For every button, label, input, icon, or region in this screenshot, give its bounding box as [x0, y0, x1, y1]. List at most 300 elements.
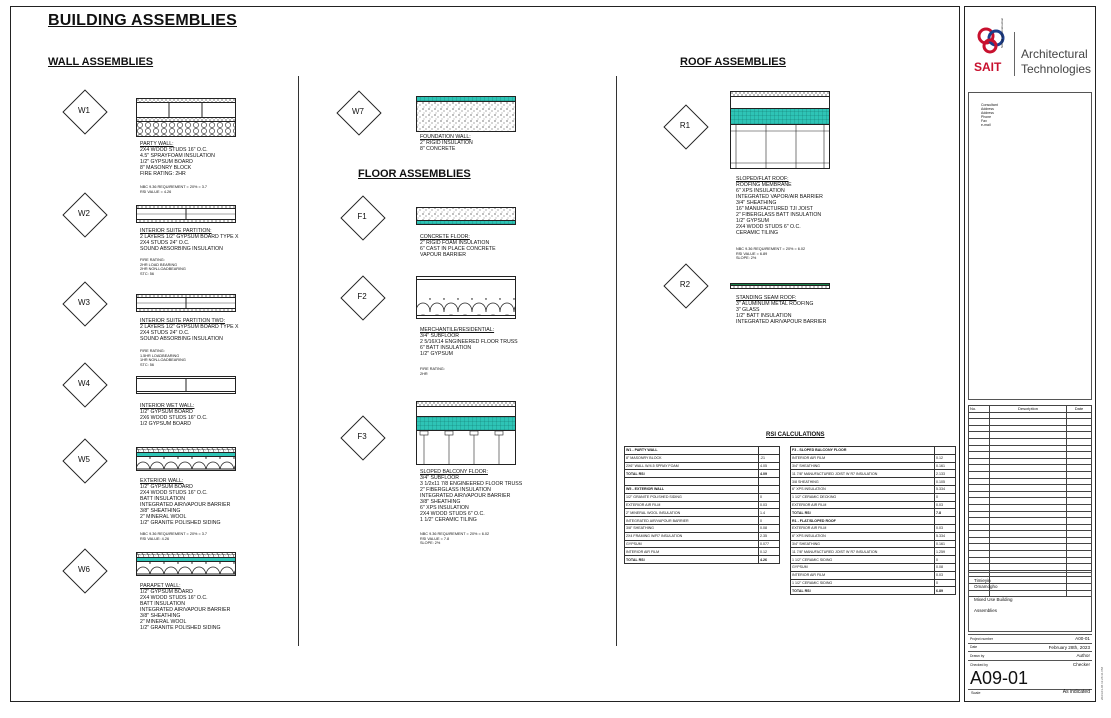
- w1-section-drawing: [136, 98, 236, 138]
- f2-description: [420, 327, 518, 357]
- project-info-value: February 28th, 2023: [1048, 644, 1090, 650]
- w3-tag-label: W3: [78, 298, 90, 307]
- revision-row: [969, 412, 1092, 419]
- rsi-left-value: 4.05: [759, 462, 780, 470]
- w5-notes: NBC 9.36 REQUIREMENT = 20% = 3.7 RSI VALUE: 4.26: [140, 532, 208, 541]
- revision-row: [969, 471, 1092, 478]
- rsi-right-value: 0.03: [935, 501, 956, 509]
- r1-section-drawing: [730, 91, 830, 171]
- print-timestamp: 2024-01-06 11:26:31 PM: [1100, 667, 1104, 700]
- rsi-left-value: 0.03: [759, 501, 780, 509]
- revision-cell: [1067, 537, 1092, 544]
- rsi-right-component: 3/8 SHEATHING: [791, 478, 935, 486]
- rsi-left-row: [625, 493, 780, 501]
- rsi-right-component: 1 1/2" CERAMIC SIDING: [791, 579, 935, 587]
- revision-cell: [1067, 452, 1092, 459]
- rsi-left-value: [759, 485, 780, 493]
- revision-cell: [969, 564, 990, 571]
- r2-section-drawing: [730, 283, 830, 289]
- revision-cell: [969, 537, 990, 544]
- rsi-left-row: [625, 524, 780, 532]
- revision-cell: [969, 425, 990, 432]
- rsi-right-row: [791, 540, 956, 548]
- rsi-right-component: INTERIOR AIR FILM: [791, 454, 935, 462]
- rsi-right-value: 0.105: [935, 478, 956, 486]
- f3-section-drawing: [416, 401, 516, 467]
- rsi-left-value: 0.077: [759, 540, 780, 548]
- w7-lines: 2" RIGID INSULATION 8" CONCRETE: [420, 140, 473, 152]
- rsi-right-row: [791, 548, 956, 556]
- project-info-row: [968, 643, 1092, 652]
- f3-tag-label: F3: [357, 432, 367, 441]
- revision-cell: [1067, 531, 1092, 538]
- revision-cell: [990, 458, 1067, 465]
- rsi-right-value: 0: [935, 556, 956, 564]
- project-info-key: Date: [970, 645, 978, 650]
- rsi-left-component: INTERIOR AIR FILM: [625, 548, 759, 556]
- revision-row: [969, 432, 1092, 439]
- rsi-left-component: 2X6" WALL W/4.5 SPRAY FOAM: [625, 462, 759, 470]
- rsi-left-row: [625, 540, 780, 548]
- revision-cell: [990, 564, 1067, 571]
- sait-logo-sub: School of Construction: [1000, 17, 1004, 48]
- revision-cell: [1067, 478, 1092, 485]
- revision-row: [969, 504, 1092, 511]
- w2-lines: 2 LAYERS 1/2" GYPSUM BOARD TYPE X 2X4 STUDS 24" O.C. SOUND ABSORBING INSULATION: [140, 234, 239, 252]
- page-title: BUILDING ASSEMBLIES: [48, 12, 237, 29]
- rsi-right-value: 0.161: [935, 540, 956, 548]
- revision-cell: [1067, 485, 1092, 492]
- rsi-right-component: 1 1/2" CERAMIC SIDING: [791, 556, 935, 564]
- revision-cell: [969, 557, 990, 564]
- revision-cell: [1067, 465, 1092, 472]
- w7-title: FOUNDATION WALL:: [420, 134, 471, 140]
- revision-row: [969, 498, 1092, 505]
- sait-logo-text: SAIT: [974, 60, 1002, 74]
- revision-cell: [1067, 544, 1092, 551]
- revision-cell: [990, 412, 1067, 419]
- revision-row: [969, 551, 1092, 558]
- rsi-left-row: [625, 501, 780, 509]
- revision-cell: [969, 445, 990, 452]
- wall-assemblies-heading: WALL ASSEMBLIES: [48, 56, 154, 68]
- w1-lines: 2X4 WOOD STUDS 16" O.C. 4.5" SPRAYFOAM INSULATION 1/2" GYPSUM BOARD 8" MASONRY BLOCK FIRE RATING: 2HR: [140, 147, 215, 177]
- revision-cell: [1067, 564, 1092, 571]
- logo-divider: [1014, 32, 1015, 76]
- rsi-right-component: 3/4" SHEATHING: [791, 462, 935, 470]
- project-info-row: [968, 651, 1092, 660]
- w5-title: EXTERIOR WALL:: [140, 478, 184, 484]
- revision-cell: [1067, 551, 1092, 558]
- rsi-left-component: 1/2" GRANITE POLISHED SIDING: [625, 493, 759, 501]
- rsi-left-component: EXTERIOR AIR FILM: [625, 501, 759, 509]
- w4-tag-label: W4: [78, 379, 90, 388]
- revision-cell: [990, 425, 1067, 432]
- rsi-left-value: 0.08: [759, 524, 780, 532]
- revision-cell: [1067, 518, 1092, 525]
- revision-cell: [1067, 419, 1092, 426]
- rsi-right-row: [791, 454, 956, 462]
- f3-lines: 3/4" SUBFLOOR 3 1/2x11 7/8 ENGINEERED FLOOR TRUSS 2" FIBERGLASS INSULATION INTEGRATED AIR/VAPOUR BARRIER 3/8" SHEATHING 6" XPS INSULATION 2X4 WOOD STUDS 6" O.C. 1 1/2" CERAMIC TILING: [420, 475, 523, 523]
- revision-row: [969, 511, 1092, 518]
- revision-cell: [969, 504, 990, 511]
- w4-description: [140, 403, 208, 427]
- revision-cell: [969, 478, 990, 485]
- r2-description: [736, 295, 826, 325]
- rev-header-date: Date: [1067, 406, 1092, 413]
- project-info-key: Checked by: [970, 662, 988, 667]
- scale-value: As indicated: [1062, 689, 1090, 695]
- revision-cell: [1067, 438, 1092, 445]
- revision-cell: [990, 504, 1067, 511]
- w1-description: [140, 141, 215, 177]
- rsi-left-row: [625, 532, 780, 540]
- revision-cell: [1067, 557, 1092, 564]
- f3-notes: NBC 9.36 REQUIREMENT = 20% = 6.02 RSI VALUE = 7.8 SLOPE: 2%: [420, 532, 490, 545]
- rsi-right-component: F3 - SLOPED BALCONY FLOOR: [791, 447, 935, 455]
- rsi-left-value: [759, 478, 780, 486]
- w3-lines: 2 LAYERS 1/2" GYPSUM BOARD TYPE X 2X4 STUDS 24" O.C. SOUND ABSORBING INSULATION: [140, 324, 239, 342]
- rsi-left-value: [759, 447, 780, 455]
- revision-row: [969, 478, 1092, 485]
- revision-cell: [969, 458, 990, 465]
- w5-description: [140, 478, 230, 526]
- rsi-left-component: INTEGRATED AIR/VAPOUR BARRIER: [625, 517, 759, 525]
- revision-row: [969, 537, 1092, 544]
- revision-cell: [990, 498, 1067, 505]
- revision-cell: [990, 419, 1067, 426]
- revision-cell: [969, 438, 990, 445]
- revision-cell: [990, 485, 1067, 492]
- rsi-left-component: GYPSUM: [625, 540, 759, 548]
- rsi-table-right: [790, 446, 956, 595]
- w1-title: PARTY WALL:: [140, 141, 174, 147]
- project-info-key: Project number: [970, 636, 993, 641]
- w2-tag-label: W2: [78, 209, 90, 218]
- rsi-right-component: EXTERIOR AIR FILM: [791, 501, 935, 509]
- rsi-right-value: 0.03: [935, 571, 956, 579]
- w6-tag-label: W6: [78, 565, 90, 574]
- rsi-left-value: 0.12: [759, 548, 780, 556]
- rsi-right-row: [791, 556, 956, 564]
- revision-row: [969, 531, 1092, 538]
- w3-section-drawing: [136, 294, 236, 312]
- f1-description: [420, 234, 496, 258]
- revision-cell: [969, 518, 990, 525]
- revision-row: [969, 485, 1092, 492]
- rsi-left-value: 2.35: [759, 532, 780, 540]
- r1-title: SLOPED/FLAT ROOF:: [736, 176, 789, 182]
- roof-assemblies-heading: ROOF ASSEMBLIES: [680, 56, 786, 68]
- revision-cell: [990, 537, 1067, 544]
- r2-title: STANDING SEAM ROOF:: [736, 295, 797, 301]
- rsi-left-value: 4.09: [759, 470, 780, 478]
- w3-description: [140, 318, 239, 342]
- revision-row: [969, 419, 1092, 426]
- rev-header-description: Description: [990, 406, 1067, 413]
- r2-lines: 3" ALUMINUM METAL ROOFING 3" GLASS 1/2" BATT INSULATION INTEGRATED AIR/VAPOUR BARRIER: [736, 301, 827, 325]
- w6-title: PARAPET WALL:: [140, 583, 181, 589]
- revision-cell: [969, 471, 990, 478]
- rsi-left-row: [625, 447, 780, 455]
- brand-line-2: Technologies: [1021, 62, 1092, 76]
- rsi-left-component: [625, 478, 759, 486]
- rsi-right-row: [791, 493, 956, 501]
- f3-description: [420, 469, 522, 523]
- rsi-left-component: TOTAL RSI: [625, 470, 759, 478]
- w7-tag-label: W7: [352, 107, 364, 116]
- revision-row: [969, 425, 1092, 432]
- rsi-left-row: [625, 454, 780, 462]
- rsi-right-value: 2.133: [935, 470, 956, 478]
- f1-title: CONCRETE FLOOR:: [420, 234, 470, 240]
- rsi-left-component: 3/8" SHEATHING: [625, 524, 759, 532]
- consultant-info: Consultant Address Address Phone Fax e-mail: [981, 103, 998, 127]
- f1-section-drawing: [416, 207, 516, 225]
- revision-cell: [990, 557, 1067, 564]
- revision-cell: [969, 511, 990, 518]
- revision-row: [969, 518, 1092, 525]
- revision-row: [969, 452, 1092, 459]
- revision-cell: [990, 445, 1067, 452]
- consultant-box: [968, 92, 1092, 400]
- rsi-left-component: 2" MINERAL WOOL INSULATION: [625, 509, 759, 517]
- revision-row: [969, 445, 1092, 452]
- rsi-left-value: 1.4: [759, 509, 780, 517]
- rsi-right-row: [791, 579, 956, 587]
- revision-cell: [990, 551, 1067, 558]
- revision-cell: [990, 438, 1067, 445]
- f3-title: SLOPED BALCONY FLOOR:: [420, 469, 488, 475]
- rsi-right-component: INTERIOR AIR FILM: [791, 571, 935, 579]
- w2-notes: FIRE RATING: 2HR LOAD BEARING 2HR NON-LOADBEARING STC: 56: [140, 258, 186, 276]
- revision-cell: [990, 432, 1067, 439]
- revision-cell: [990, 452, 1067, 459]
- revision-cell: [969, 544, 990, 551]
- w7-description: [420, 134, 473, 152]
- w6-description: [140, 583, 230, 631]
- revision-cell: [969, 551, 990, 558]
- rsi-right-value: 0: [935, 579, 956, 587]
- revision-cell: [990, 491, 1067, 498]
- rsi-right-component: TOTAL RSI: [791, 587, 935, 595]
- revision-cell: [1067, 504, 1092, 511]
- rsi-right-row: [791, 447, 956, 455]
- f2-notes: FIRE RATING: 2HR: [420, 367, 445, 376]
- rev-header-no: No.: [969, 406, 990, 413]
- f2-tag-label: F2: [357, 292, 367, 301]
- w5-lines: 1/2" GYPSUM BOARD 2X4 WOOD STUDS 16" O.C. BATT INSULATION INTEGRATED AIR/VAPOUR BARRIER 3/8" SHEATHING 2" MINERAL WOOL 1/2" GRANITE POLISHED SIDING: [140, 484, 231, 526]
- rsi-right-row: [791, 571, 956, 579]
- rsi-right-row: [791, 485, 956, 493]
- brand-line-1: Architectural: [1021, 47, 1088, 61]
- rsi-left-component: 2X4 FRAMING W/R7 INSULATION: [625, 532, 759, 540]
- rsi-left-row: [625, 548, 780, 556]
- w4-title: INTERIOR WET WALL:: [140, 403, 195, 409]
- sheet-name: Assemblies: [974, 608, 998, 613]
- rsi-right-value: 0.161: [935, 462, 956, 470]
- rsi-right-row: [791, 462, 956, 470]
- project-info-value: A00-01: [1075, 636, 1090, 642]
- rsi-right-row: [791, 563, 956, 571]
- f2-section-drawing: [416, 276, 516, 320]
- revision-cell: [990, 544, 1067, 551]
- revision-cell: [1067, 524, 1092, 531]
- rsi-right-row: [791, 470, 956, 478]
- revision-row: [969, 465, 1092, 472]
- rsi-left-row: [625, 485, 780, 493]
- revision-cell: [990, 465, 1067, 472]
- revision-cell: [969, 531, 990, 538]
- floor-assemblies-heading: FLOOR ASSEMBLIES: [358, 168, 471, 180]
- rsi-right-component: 6" XPS INSULATION: [791, 532, 935, 540]
- revision-cell: [1067, 511, 1092, 518]
- w1-tag-label: W1: [78, 106, 90, 115]
- f1-tag-label: F1: [357, 212, 367, 221]
- r1-lines: ROOFING MEMBRANE 6" XPS INSULATION INTEGRATED VAPOR/AIR BARRIER 3/4" SHEATHING 16" MANUFACTURED TJI JOIST 2" FIBERGLASS BATT INSULATION 1/2" GYPSUM 2X4 WOOD STUDS 6" O.C. CERAMIC TILING: [736, 182, 823, 236]
- project-info-row: [968, 634, 1092, 643]
- rsi-right-row: [791, 478, 956, 486]
- rsi-left-row: [625, 478, 780, 486]
- r1-description: [736, 176, 823, 236]
- rsi-right-component: 3/4" SHEATHING: [791, 540, 935, 548]
- w4-section-drawing: [136, 376, 236, 394]
- w5-section-drawing: [136, 447, 236, 471]
- revision-cell: [969, 412, 990, 419]
- r2-tag-label: R2: [679, 280, 691, 289]
- revision-cell: [1067, 425, 1092, 432]
- w2-description: [140, 228, 239, 252]
- rsi-left-row: [625, 462, 780, 470]
- rsi-left-value: .21: [759, 454, 780, 462]
- r1-tag-label: R1: [679, 121, 691, 130]
- revision-cell: [1067, 458, 1092, 465]
- revision-table: [968, 405, 1092, 597]
- rsi-right-row: [791, 501, 956, 509]
- revision-cell: [1067, 471, 1092, 478]
- revision-cell: [1067, 432, 1092, 439]
- project-name: Mixed Use Building: [974, 597, 1013, 602]
- rsi-right-value: [935, 517, 956, 525]
- rsi-right-component: TOTAL RSI: [791, 509, 935, 517]
- rsi-right-component: EXTERIOR AIR FILM: [791, 524, 935, 532]
- rsi-right-value: 5.334: [935, 532, 956, 540]
- rsi-left-value: 4.26: [759, 556, 780, 564]
- r1-notes: NBC 9.36 REQUIREMENT = 20% = 6.02 RSI VALUE = 6.89 SLOPE: 2%: [736, 247, 806, 260]
- rsi-right-component: R1 - FLAT/SLOPED ROOF: [791, 517, 935, 525]
- revision-row: [969, 544, 1092, 551]
- revision-row: [969, 524, 1092, 531]
- revision-row: [969, 557, 1092, 564]
- revision-cell: [990, 471, 1067, 478]
- w6-lines: 1/2" GYPSUM BOARD 2X4 WOOD STUDS 16" O.C. BATT INSULATION INTEGRATED AIR/VAPOUR BARRIER 3/8" SHEATHING 2" MINERAL WOOL 1/2" GRANITE POLISHED SIDING: [140, 589, 231, 631]
- column-divider-1: [298, 76, 299, 646]
- revision-cell: [969, 491, 990, 498]
- w7-section-drawing: [416, 96, 516, 132]
- revision-cell: [969, 419, 990, 426]
- w5-tag-label: W5: [78, 455, 90, 464]
- author-names: Timieyin Omamogho: [974, 578, 998, 589]
- rsi-right-component: 6" XPS INSULATION: [791, 485, 935, 493]
- revision-cell: [1067, 498, 1092, 505]
- rsi-right-value: 0.03: [935, 524, 956, 532]
- column-divider-2: [616, 76, 617, 646]
- project-info-value: Checker: [1072, 662, 1090, 668]
- f2-lines: 3/4" SUBFLOOR 2 5/16X14 ENGINEERED FLOOR TRUSS 6" BATT INSULATION 1/2" GYPSUM: [420, 333, 518, 357]
- rsi-left-value: 0: [759, 493, 780, 501]
- revision-cell: [969, 498, 990, 505]
- revision-cell: [990, 511, 1067, 518]
- w3-title: INTERIOR SUITE PARTITION TWO:: [140, 318, 226, 324]
- rsi-left-row: [625, 509, 780, 517]
- revision-row: [969, 438, 1092, 445]
- rsi-right-row: [791, 532, 956, 540]
- revision-cell: [969, 524, 990, 531]
- rsi-right-row: [791, 517, 956, 525]
- rsi-right-row: [791, 587, 956, 595]
- revision-cell: [1067, 445, 1092, 452]
- rsi-right-value: 0.12: [935, 454, 956, 462]
- sheet-number: A09-01: [970, 668, 1029, 688]
- revision-cell: [969, 432, 990, 439]
- rsi-right-value: 7.8: [935, 509, 956, 517]
- rsi-left-component: TOTAL RSI: [625, 556, 759, 564]
- f2-title: MERCHANTILE/RESIDENTIAL:: [420, 327, 495, 333]
- w3-notes: FIRE RATING: 1.5HR LOADBEARING 1HR NON-LOADBEARING STC: 56: [140, 349, 186, 367]
- rsi-right-value: 0.08: [935, 563, 956, 571]
- rsi-right-value: 5.334: [935, 485, 956, 493]
- revision-cell: [969, 485, 990, 492]
- rsi-right-component: 11 7/8" MANUFACTURED JOIST W R7 INSULATION: [791, 548, 935, 556]
- rsi-right-value: 1.259: [935, 548, 956, 556]
- rsi-right-component: 11 7/8" MANUFACTURED JOIST W R7 INSULATION: [791, 470, 935, 478]
- revision-cell: [990, 478, 1067, 485]
- w2-section-drawing: [136, 205, 236, 223]
- revision-cell: [990, 531, 1067, 538]
- project-info-value: Author: [1076, 653, 1090, 659]
- rsi-right-row: [791, 524, 956, 532]
- rsi-left-component: 8" MASONRY BLOCK: [625, 454, 759, 462]
- rsi-left-component: W5 - EXTERIOR WALL: [625, 485, 759, 493]
- revision-row: [969, 458, 1092, 465]
- revision-cell: [1067, 412, 1092, 419]
- revision-cell: [1067, 491, 1092, 498]
- project-info-key: Drawn by: [970, 653, 985, 658]
- scale-label: Scale: [971, 691, 981, 695]
- rsi-left-value: 0: [759, 517, 780, 525]
- revision-cell: [969, 465, 990, 472]
- rsi-right-value: 6.89: [935, 587, 956, 595]
- w2-title: INTERIOR SUITE PARTITION:: [140, 228, 212, 234]
- rsi-right-value: [935, 447, 956, 455]
- rsi-right-component: 1 1/2" CERAMIC DECKING: [791, 493, 935, 501]
- revision-cell: [990, 524, 1067, 531]
- rsi-right-row: [791, 509, 956, 517]
- rsi-right-component: GYPSUM: [791, 563, 935, 571]
- rsi-left-row: [625, 470, 780, 478]
- rsi-table-left: [624, 446, 780, 564]
- revision-row: [969, 564, 1092, 571]
- rsi-left-component: W1 - PARTY WALL: [625, 447, 759, 455]
- rsi-left-row: [625, 556, 780, 564]
- w4-lines: 1/2" GYPSUM BOARD 2X6 WOOD STUDS 16" O.C. 1/2 GYPSUM BOARD: [140, 409, 208, 427]
- w1-notes: NBC 9.36 REQUIREMENT = 20% = 3.7 RSI VALUE = 4.26: [140, 185, 208, 194]
- rsi-left-row: [625, 517, 780, 525]
- revision-row: [969, 491, 1092, 498]
- revision-cell: [969, 452, 990, 459]
- rsi-right-value: 0: [935, 493, 956, 501]
- w6-section-drawing: [136, 552, 236, 576]
